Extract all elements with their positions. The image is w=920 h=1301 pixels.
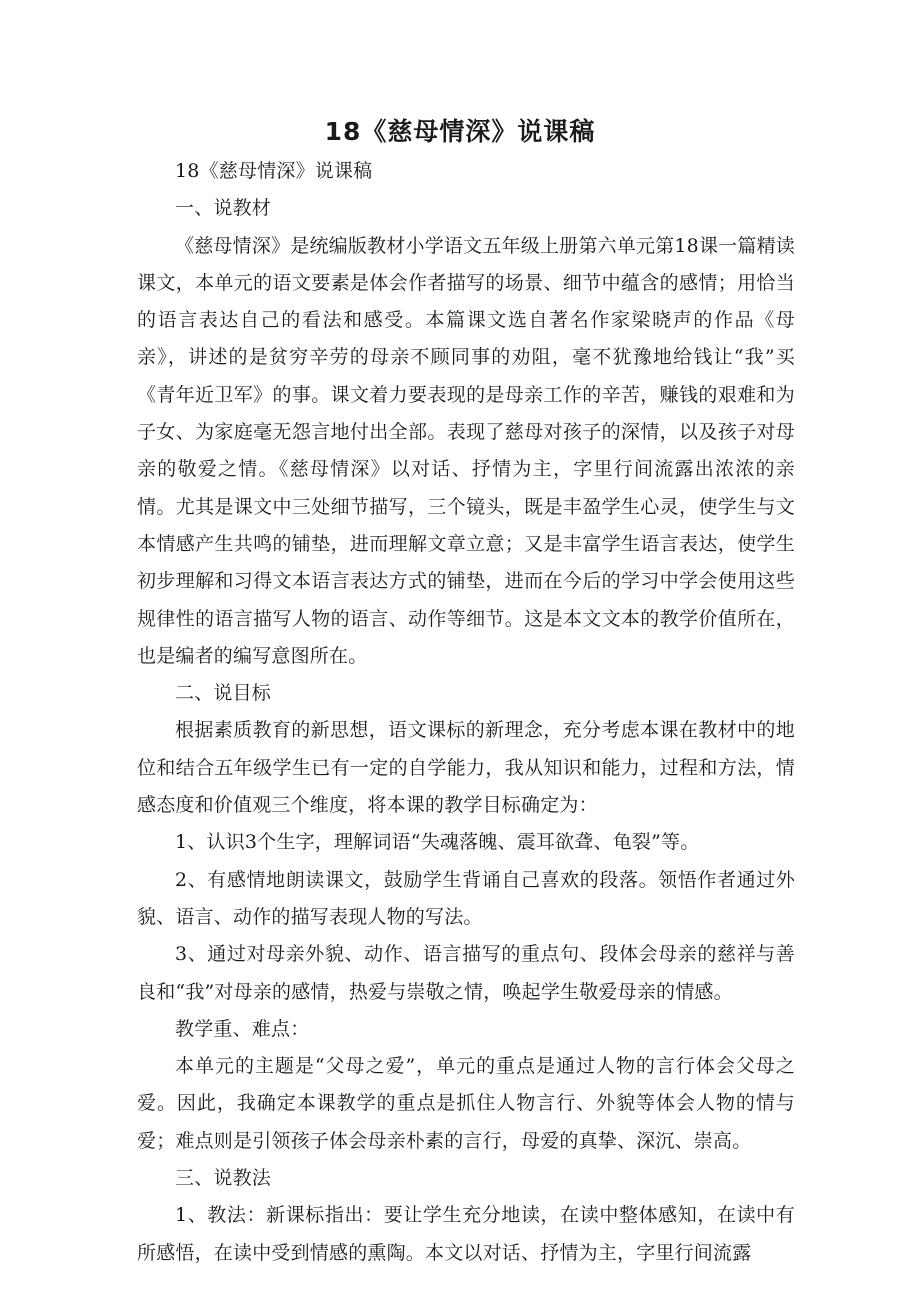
paragraph-methods: 1、教法：新课标指出：要让学生充分地读，在读中整体感知，在读中有所感悟，在读中受到情感的熏陶。本文以对话、抒情为主，字里行间流露 — [137, 1204, 795, 1264]
section-heading-textbook: 一、说教材 — [175, 197, 272, 220]
goal-item-1: 1、认识3个生字，理解词语“失魂落魄、震耳欲聋、龟裂”等。 — [175, 831, 700, 854]
document-title: 18《慈母情深》说课稿 — [324, 117, 596, 146]
section-heading-goals: 二、说目标 — [175, 682, 272, 705]
goal-item-3: 3、通过对母亲外貌、动作、语言描写的重点句、段体会母亲的慈祥与善良和“我”对母亲的感情，热爱与崇敬之情，唤起学生敬爱母亲的情感。 — [137, 943, 795, 1003]
goal-item-2: 2、有感情地朗读课文，鼓励学生背诵自己喜欢的段落。领悟作者通过外貌、语言、动作的描写表现人物的写法。 — [137, 868, 795, 928]
paragraph-textbook: 《慈母情深》是统编版教材小学语文五年级上册第六单元第18课一篇精读课文，本单元的语文要素是体会作者描写的场景、细节中蕴含的感情；用恰当的语言表达自己的看法和感受。本篇课文选自著名作家梁晓声的作品《母亲》，讲述的是贫穷辛劳的母亲不顾同事的劝阻，毫不犹豫地给钱让“我”买《青年近卫军》的事。课文着力要表现的是母亲工作的辛苦，赚钱的艰难和为子女、为家庭毫无怨言地付出全部。表现了慈母对孩子的深情，以及孩子对母亲的敬爱之情。《慈母情深》以对话、抒情为主，字里行间流露出浓浓的亲情。尤其是课文中三处细节描写，三个镜头，既是丰盈学生心灵，使学生与文本情感产生共鸣的铺垫，进而理解文章立意；又是丰富学生语言表达，使学生初步理解和习得文本语言表达方式的铺垫，进而在今后的学习中学会使用这些规律性的语言描写人物的语言、动作等细节。这是本文文本的教学价值所在，也是编者的编写意图所在。 — [137, 234, 795, 667]
section-heading-methods: 三、说教法 — [175, 1167, 272, 1190]
document-body — [137, 153, 795, 1272]
paragraph-key-points: 本单元的主题是“父母之爱”，单元的重点是通过人物的言行体会父母之爱。因此，我确定本课教学的重点是抓住人物言行、外貌等体会人物的情与爱；难点则是引领孩子体会母亲朴素的言行，母爱的真挚、深沉、崇高。 — [137, 1055, 795, 1152]
paragraph-goals-intro: 根据素质教育的新思想，语文课标的新理念，充分考虑本课在教材中的地位和结合五年级学生已有一定的自学能力，我从知识和能力，过程和方法，情感态度和价值观三个维度，将本课的教学目标确定为： — [137, 719, 795, 817]
subtitle-line: 18《慈母情深》说课稿 — [175, 160, 373, 182]
section-heading-key-points: 教学重、难点： — [175, 1017, 310, 1040]
